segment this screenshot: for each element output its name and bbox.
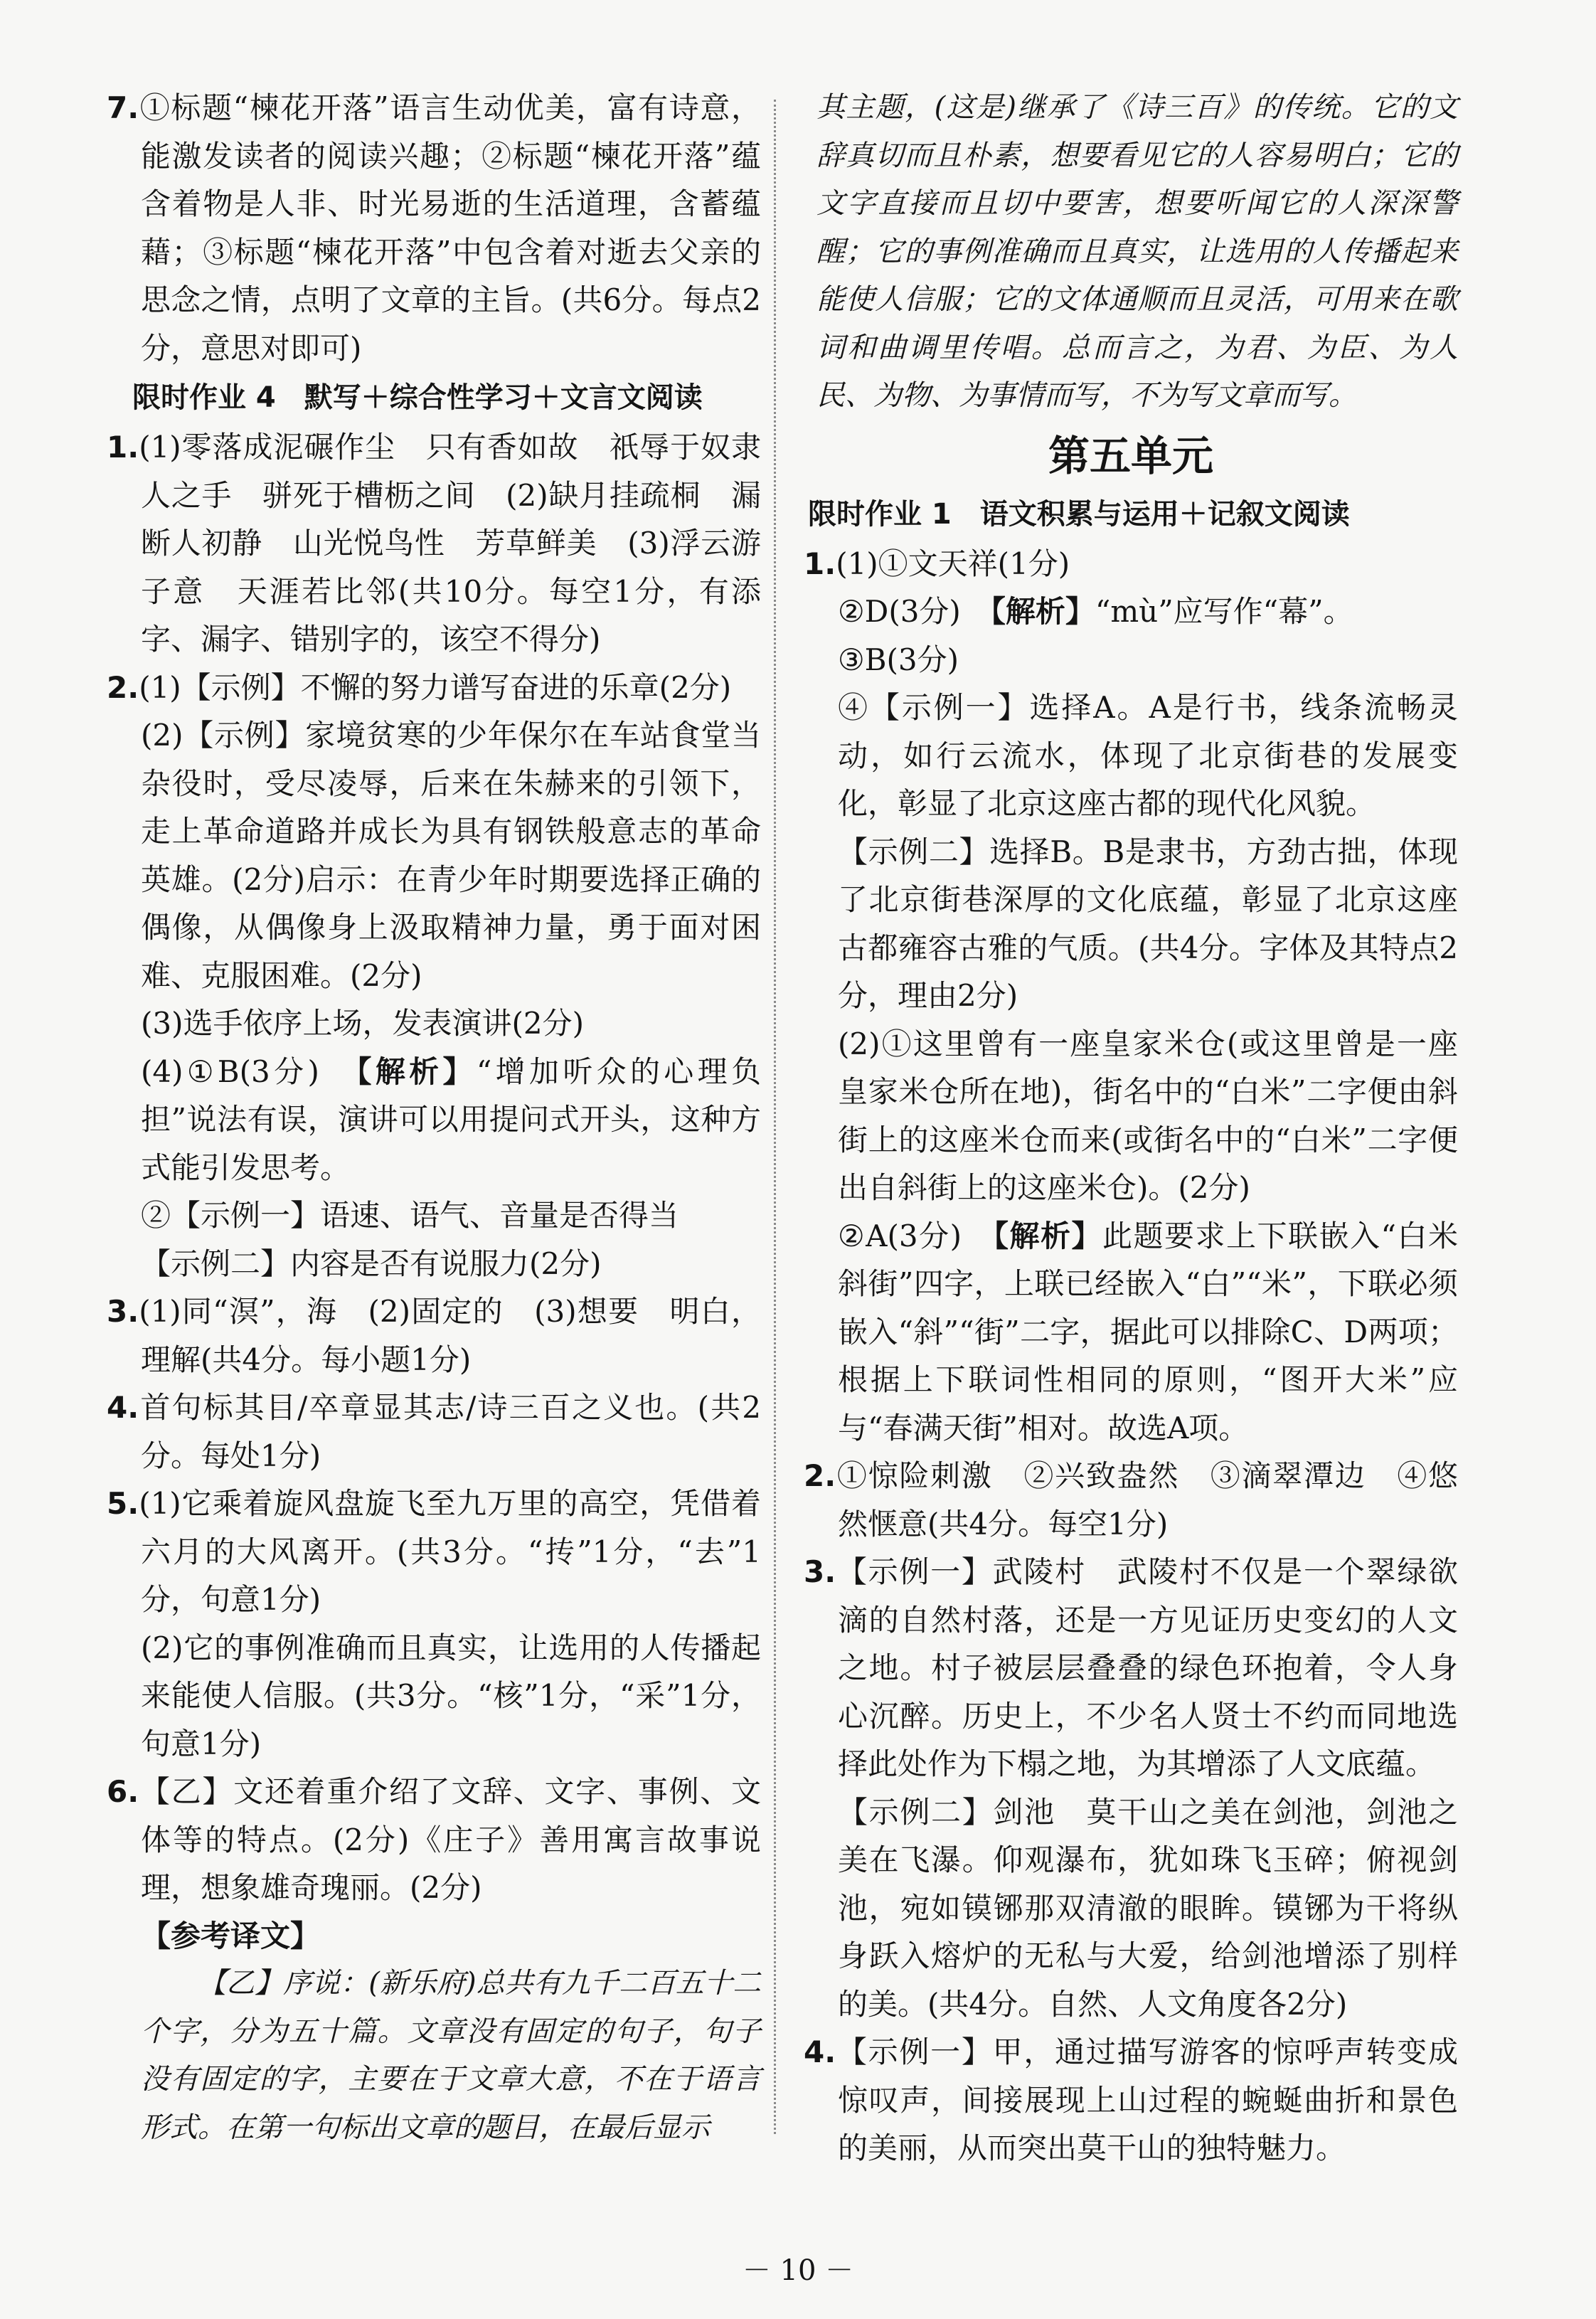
r-answer-3-part-2: 【示例二】剑池 莫干山之美在剑池，剑池之美在飞瀑。仰观瀑布，犹如珠飞玉碎；俯视剑池，宛如镆铘那双清澈的眼眸。镆铘为干将纵身跃入熔炉的无私与大爱，给剑池增添了别样的美。(共4分。自然、人文角度各2分) [838, 1794, 1458, 2022]
answer-6: 6.【乙】文还着重介绍了文辞、文字、事例、文体等的特点。(2分)《庄子》善用寓言故事说理，想象雄奇瑰丽。(2分) [107, 1774, 761, 1905]
left-column [107, 84, 761, 2152]
answer-2-part-4: (4)①B(3分) 【解析】“增加听众的心理负担”说法有误，演讲可以用提问式开头，这种方式能引发思考。 [141, 1054, 761, 1185]
answer-2-part-1: 2.(1)【示例】不懈的努力谱写奋进的乐章(2分) [107, 669, 732, 705]
answer-7: 7.①标题“楝花开落”语言生动优美，富有诗意，能激发读者的阅读兴趣；②标题“楝花开落”蕴含着物是人非、时光易逝的生活道理，含蓄蕴藉；③标题“楝花开落”中包含着对逝去父亲的思念之情，点明了文章的主旨。(共6分。每点2分，意思对即可) [107, 90, 761, 366]
section-heading-1: 限时作业 1 语文积累与运用＋记叙文阅读 [808, 497, 1350, 531]
answer-4: 4.首句标其目/卒章显其志/诗三百之义也。(共2分。每处1分) [107, 1390, 761, 1473]
answer-1: 1.(1)零落成泥碾作尘 只有香如故 祇辱于奴隶人之手 骈死于槽枥之间 (2)缺月挂疏桐 漏断人初静 山光悦鸟性 芳草鲜美 (3)浮云游子意 天涯若比邻(共10分。每空1分，有添字、漏字、错别字的，该空不得分) [107, 430, 761, 657]
answer-2-part-6: 【示例二】内容是否有说服力(2分) [141, 1246, 602, 1281]
r-answer-1-part-3: ③B(3分) [838, 642, 959, 677]
r-answer-1-part-2: ②D(3分) 【解析】“mù”应写作“幕”。 [838, 594, 1353, 629]
answer-2-part-2: (2)【示例】家境贫寒的少年保尔在车站食堂当杂役时，受尽凌辱，后来在朱赫来的引领下，走上革命道路并成长为具有钢铁般意志的革命英雄。(2分)启示：在青少年时期要选择正确的偶像，从偶像身上汲取精神力量，勇于面对困难、克服困难。(2分) [141, 718, 761, 993]
answer-2-part-5: ②【示例一】语速、语气、音量是否得当 [141, 1198, 679, 1233]
r-answer-1-part-1: 1.(1)①文天祥(1分) [804, 546, 1070, 581]
translation-continued: 其主题，(这是)继承了《诗三百》的传统。它的文辞真切而且朴素，想要看见它的人容易明白；它的文字直接而且切中要害，想要听闻它的人深深警醒；它的事例准确而且真实，让选用的人传播起来能使人信服；它的文体通顺而且灵活，可用来在歌词和曲调里传唱。总而言之，为君、为臣、为人民、为物、为事情而写，不为写文章而写。 [816, 91, 1458, 412]
translation-heading: 【参考译文】 [141, 1918, 321, 1953]
translation-text: 【乙】序说：(新乐府)总共有九千二百五十二个字，分为五十篇。文章没有固定的句子，句子没有固定的字，主要在于文章大意，不在于语言形式。在第一句标出文章的题目，在最后显示 [141, 1967, 761, 2144]
answer-5-part-2: (2)它的事例准确而且真实，让选用的人传播起来能使人信服。(共3分。“核”1分，“采”1分，句意1分) [141, 1630, 761, 1761]
answer-5-part-1: 5.(1)它乘着旋风盘旋飞至九万里的高空，凭借着六月的大风离开。(共3分。“抟”1分，“去”1分，句意1分) [107, 1486, 761, 1617]
answer-2-part-3: (3)选手依序上场，发表演讲(2分) [141, 1006, 584, 1041]
right-column [804, 84, 1458, 2172]
answer-3: 3.(1)同“溟”，海 (2)固定的 (3)想要 明白，理解(共4分。每小题1分) [107, 1294, 761, 1377]
r-answer-3-part-1: 3.【示例一】武陵村 武陵村不仅是一个翠绿欲滴的自然村落，还是一方见证历史变幻的人文之地。村子被层层叠叠的绿色环抱着，令人身心沉醉。历史上，不少名人贤士不约而同地选择此处作为下榻之地，为其增添了人文底蕴。 [804, 1554, 1458, 1781]
r-answer-2: 2.①惊险刺激 ②兴致盎然 ③滴翠潭边 ④悠然惬意(共4分。每空1分) [804, 1458, 1458, 1541]
r-answer-1-part-6: (2)①这里曾有一座皇家米仓(或这里曾是一座皇家米仓所在地)，街名中的“白米”二字便由斜街上的这座米仓而来(或街名中的“白米”二字便出自斜街上的这座米仓)。(2分) [838, 1026, 1458, 1205]
r-answer-1-part-7: ②A(3分) 【解析】此题要求上下联嵌入“白米斜街”四字，上联已经嵌入“白”“米”，下联必须嵌入“斜”“街”二字，据此可以排除C、D两项；根据上下联词性相同的原则，“图开大米”应与“春满天街”相对。故选A项。 [838, 1218, 1458, 1445]
section-heading-4: 限时作业 4 默写＋综合性学习＋文言文阅读 [132, 381, 703, 414]
r-answer-4: 4.【示例一】甲，通过描写游客的惊呼声转变成惊叹声，间接展现上山过程的蜿蜒曲折和景色的美丽，从而突出莫干山的独特魅力。 [804, 2034, 1458, 2165]
column-divider [774, 100, 776, 2134]
r-answer-1-part-5: 【示例二】选择B。B是隶书，方劲古拙，体现了北京街巷深厚的文化底蕴，彰显了北京这座古都雍容古雅的气质。(共4分。字体及其特点2分，理由2分) [838, 834, 1458, 1013]
page-number: － 10 － [742, 2254, 854, 2287]
r-answer-1-part-4: ④【示例一】选择A。A是行书，线条流畅灵动，如行云流水，体现了北京街巷的发展变化，彰显了北京这座古都的现代化风貌。 [838, 690, 1458, 821]
unit-title: 第五单元 [1048, 431, 1213, 480]
